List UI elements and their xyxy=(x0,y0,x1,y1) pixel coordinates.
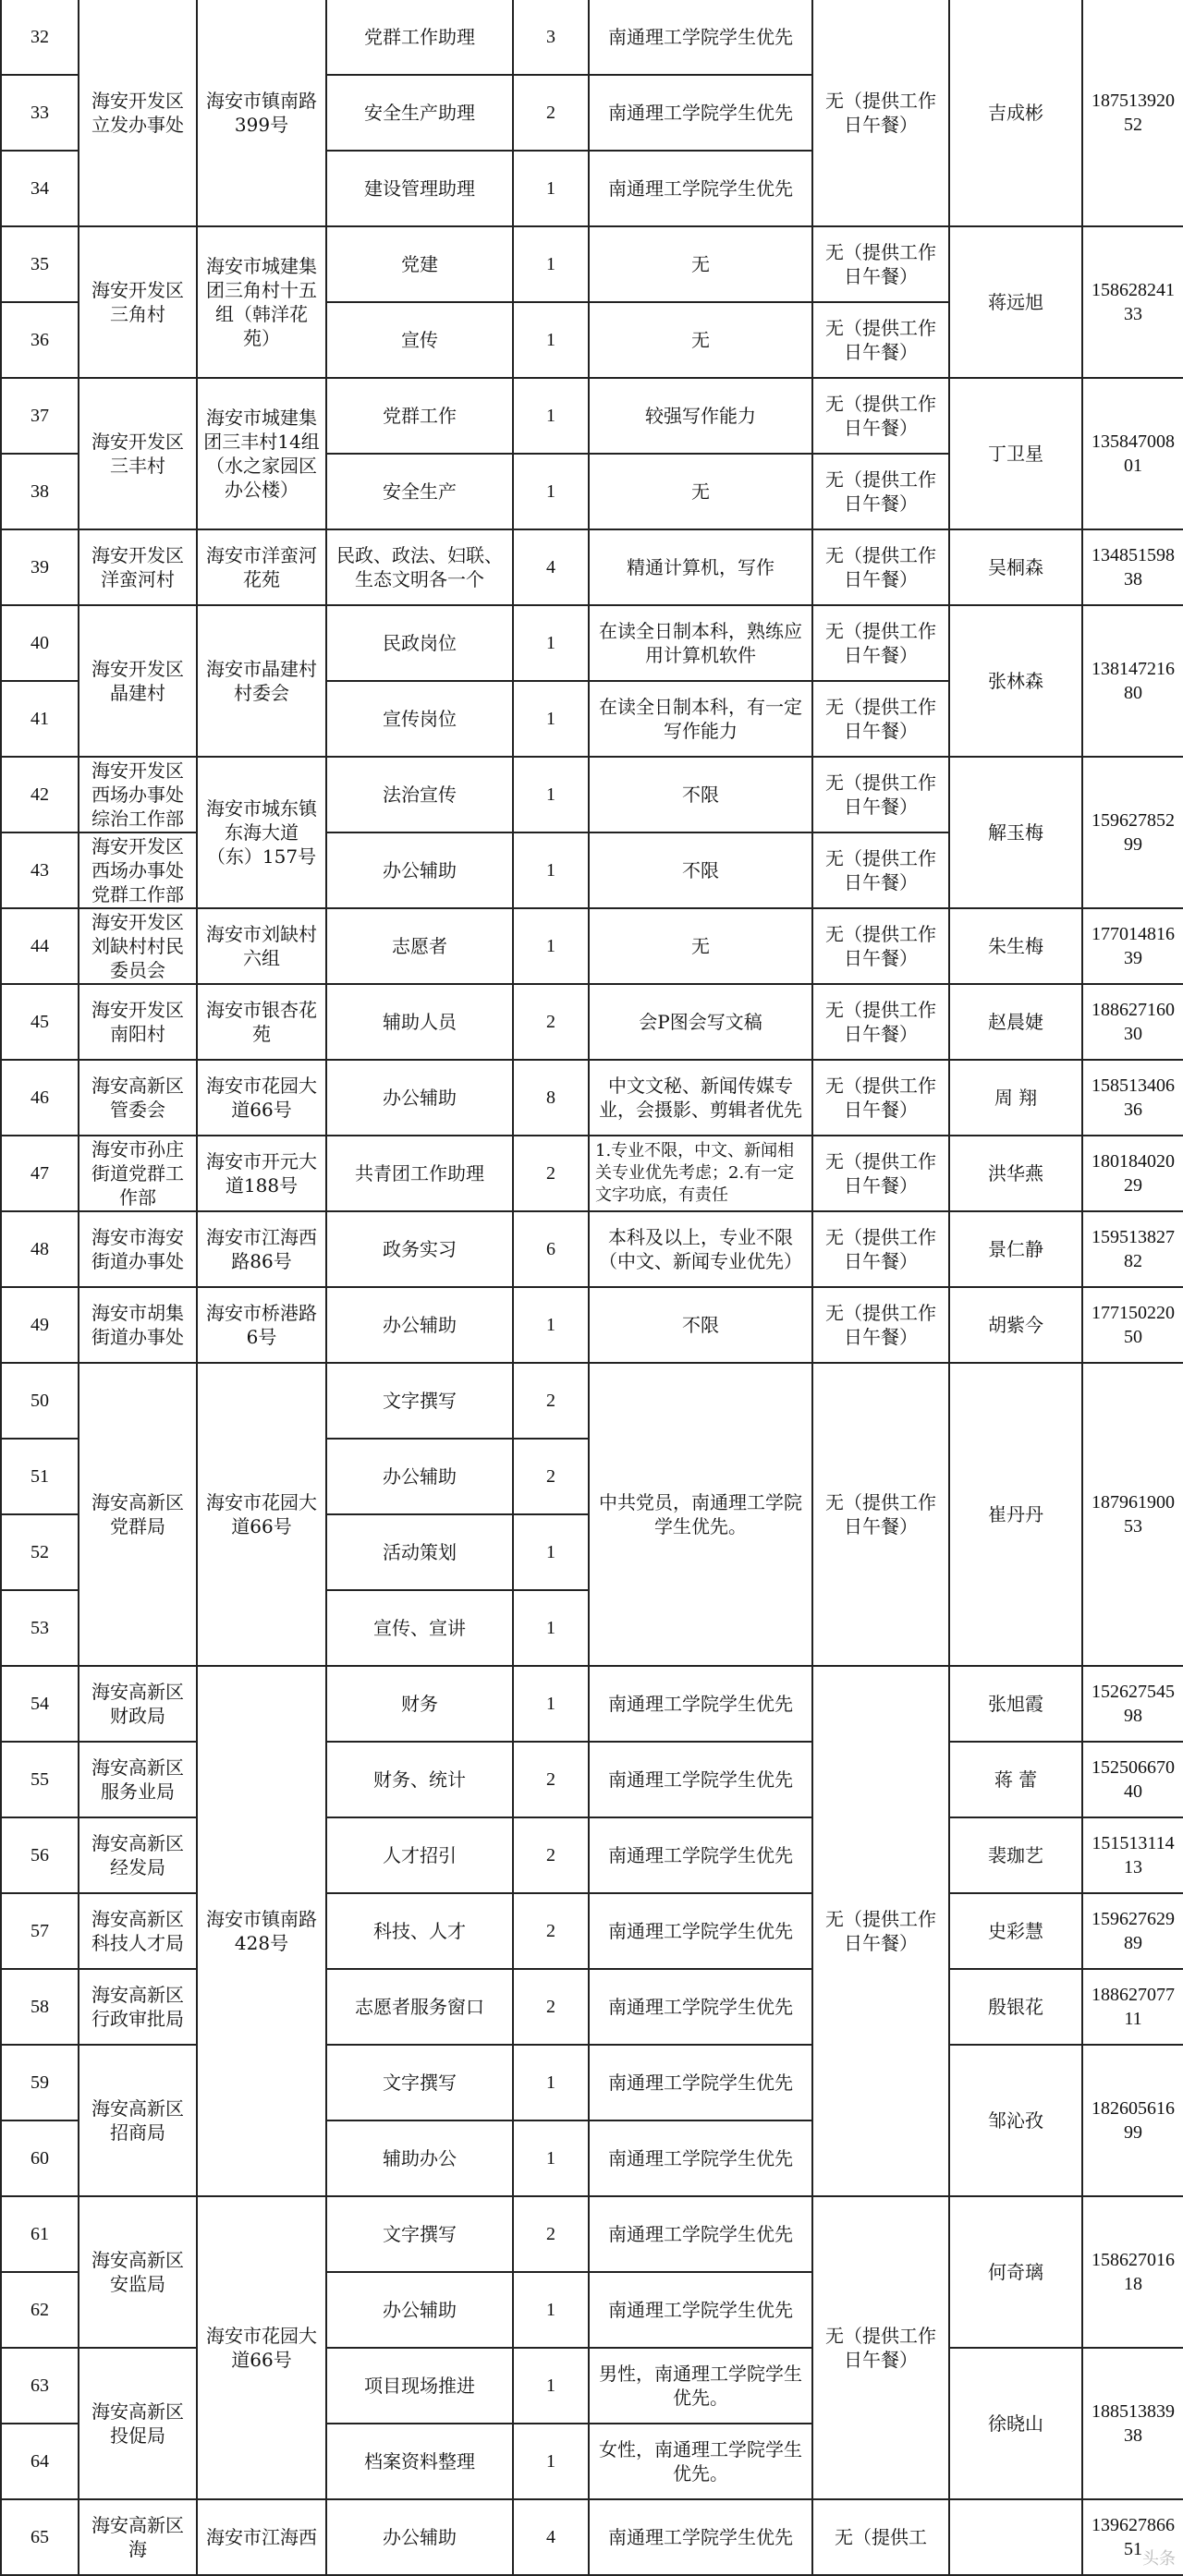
position-cell: 建设管理助理 xyxy=(326,151,513,226)
benefit-cell: 无（提供工作日午餐） xyxy=(812,302,949,378)
phone-cell: 18862707711 xyxy=(1082,1969,1183,2045)
count-cell: 1 xyxy=(513,2045,589,2120)
count-cell: 1 xyxy=(513,2424,589,2499)
phone-cell: 15851340636 xyxy=(1082,1060,1183,1136)
count-cell: 1 xyxy=(513,908,589,984)
row-number: 51 xyxy=(1,1439,79,1514)
contact-cell: 解玉梅 xyxy=(949,757,1082,908)
requirement-cell: 南通理工学院学生优先 xyxy=(589,2196,812,2272)
requirement-cell: 在读全日制本科，熟练应用计算机软件 xyxy=(589,605,812,681)
benefit-cell: 无（提供工作日午餐） xyxy=(812,529,949,605)
unit-cell: 海安开发区三角村 xyxy=(79,226,197,378)
count-cell: 1 xyxy=(513,1666,589,1742)
contact-cell: 蒋 蕾 xyxy=(949,1742,1082,1817)
position-cell: 共青团工作助理 xyxy=(326,1136,513,1211)
watermark: 头条 xyxy=(1142,2549,1176,2569)
position-cell: 党群工作 xyxy=(326,378,513,454)
position-cell: 文字撰写 xyxy=(326,1363,513,1439)
count-cell: 2 xyxy=(513,75,589,151)
count-cell: 4 xyxy=(513,529,589,605)
count-cell: 1 xyxy=(513,454,589,529)
table-row xyxy=(1,908,1183,984)
unit-cell: 海安开发区晶建村 xyxy=(79,605,197,757)
position-cell: 办公辅助 xyxy=(326,2499,513,2575)
address-cell: 海安市开元大道188号 xyxy=(197,1136,326,1211)
unit-cell: 海安高新区招商局 xyxy=(79,2045,197,2196)
address-cell: 海安市镇南路428号 xyxy=(197,1666,326,2196)
phone-cell: 15151311413 xyxy=(1082,1817,1183,1893)
address-cell: 海安市花园大道66号 xyxy=(197,1363,326,1666)
table-row xyxy=(1,378,1183,454)
table-row xyxy=(1,226,1183,302)
requirement-cell: 南通理工学院学生优先 xyxy=(589,2045,812,2120)
table-row xyxy=(1,1666,1183,1742)
count-cell: 1 xyxy=(513,302,589,378)
requirement-cell: 不限 xyxy=(589,1287,812,1363)
address-cell: 海安市江海西 xyxy=(197,2499,326,2575)
position-cell: 文字撰写 xyxy=(326,2196,513,2272)
benefit-cell: 无（提供工作日午餐） xyxy=(812,1136,949,1211)
row-number: 38 xyxy=(1,454,79,529)
table-row xyxy=(1,1287,1183,1363)
unit-cell: 海安高新区海 xyxy=(79,2499,197,2575)
row-number: 56 xyxy=(1,1817,79,1893)
count-cell: 1 xyxy=(513,226,589,302)
phone-cell: 15862701618 xyxy=(1082,2196,1183,2348)
requirement-cell: 南通理工学院学生优先 xyxy=(589,1969,812,2045)
row-number: 50 xyxy=(1,1363,79,1439)
row-number: 35 xyxy=(1,226,79,302)
unit-cell: 海安高新区服务业局 xyxy=(79,1742,197,1817)
requirement-cell: 南通理工学院学生优先 xyxy=(589,1666,812,1742)
address-cell: 海安市洋蛮河花苑 xyxy=(197,529,326,605)
phone-cell: 15951382782 xyxy=(1082,1211,1183,1287)
unit-cell: 海安高新区党群局 xyxy=(79,1363,197,1666)
position-cell: 办公辅助 xyxy=(326,1060,513,1136)
position-cell: 财务、统计 xyxy=(326,1742,513,1817)
requirement-cell: 南通理工学院学生优先 xyxy=(589,2120,812,2196)
requirement-cell: 较强写作能力 xyxy=(589,378,812,454)
position-cell: 科技、人才 xyxy=(326,1893,513,1969)
benefit-cell: 无（提供工作日午餐） xyxy=(812,454,949,529)
count-cell: 2 xyxy=(513,2196,589,2272)
row-number: 44 xyxy=(1,908,79,984)
address-cell: 海安市镇南路399号 xyxy=(197,0,326,226)
position-cell: 民政岗位 xyxy=(326,605,513,681)
table-row xyxy=(1,2499,1183,2575)
unit-cell: 海安高新区安监局 xyxy=(79,2196,197,2348)
requirement-cell: 南通理工学院学生优先 xyxy=(589,1817,812,1893)
row-number: 49 xyxy=(1,1287,79,1363)
position-cell: 办公辅助 xyxy=(326,1287,513,1363)
table-row xyxy=(1,2348,1183,2424)
phone-cell: 18796190053 xyxy=(1082,1363,1183,1666)
requirement-cell: 南通理工学院学生优先 xyxy=(589,0,812,75)
row-number: 32 xyxy=(1,0,79,75)
phone-cell: 15962785299 xyxy=(1082,757,1183,908)
unit-cell: 海安市孙庄街道党群工作部 xyxy=(79,1136,197,1211)
table-row xyxy=(1,529,1183,605)
table-row xyxy=(1,1742,1183,1817)
count-cell: 1 xyxy=(513,2120,589,2196)
requirement-cell: 无 xyxy=(589,226,812,302)
table-row xyxy=(1,2045,1183,2120)
count-cell: 1 xyxy=(513,681,589,757)
unit-cell: 海安高新区科技人才局 xyxy=(79,1893,197,1969)
row-number: 34 xyxy=(1,151,79,226)
unit-cell: 海安高新区投促局 xyxy=(79,2348,197,2499)
phone-cell: 17701481639 xyxy=(1082,908,1183,984)
requirement-cell: 中文文秘、新闻传媒专业，会摄影、剪辑者优先 xyxy=(589,1060,812,1136)
row-number: 55 xyxy=(1,1742,79,1817)
row-number: 60 xyxy=(1,2120,79,2196)
position-cell: 档案资料整理 xyxy=(326,2424,513,2499)
requirement-cell: 南通理工学院学生优先 xyxy=(589,1893,812,1969)
row-number: 65 xyxy=(1,2499,79,2575)
unit-cell: 海安高新区经发局 xyxy=(79,1817,197,1893)
benefit-cell: 无（提供工作日午餐） xyxy=(812,1363,949,1666)
row-number: 42 xyxy=(1,757,79,832)
count-cell: 1 xyxy=(513,605,589,681)
benefit-cell: 无（提供工作日午餐） xyxy=(812,1060,949,1136)
position-cell: 办公辅助 xyxy=(326,832,513,908)
requirement-cell: 会P图会写文稿 xyxy=(589,984,812,1060)
table-row xyxy=(1,1893,1183,1969)
count-cell: 1 xyxy=(513,151,589,226)
count-cell: 2 xyxy=(513,1969,589,2045)
requirement-cell: 无 xyxy=(589,302,812,378)
table-row xyxy=(1,1817,1183,1893)
position-cell: 人才招引 xyxy=(326,1817,513,1893)
count-cell: 2 xyxy=(513,984,589,1060)
requirement-cell: 不限 xyxy=(589,832,812,908)
row-number: 39 xyxy=(1,529,79,605)
contact-cell: 徐晓山 xyxy=(949,2348,1082,2499)
requirement-cell: 1.专业不限，中文、新闻相关专业优先考虑；2.有一定文字功底，有责任 xyxy=(589,1136,812,1211)
count-cell: 3 xyxy=(513,0,589,75)
position-cell: 活动策划 xyxy=(326,1514,513,1590)
unit-cell: 海安市胡集街道办事处 xyxy=(79,1287,197,1363)
row-number: 45 xyxy=(1,984,79,1060)
row-number: 63 xyxy=(1,2348,79,2424)
contact-cell xyxy=(949,2499,1082,2575)
row-number: 62 xyxy=(1,2272,79,2348)
benefit-cell: 无（提供工作日午餐） xyxy=(812,984,949,1060)
count-cell: 2 xyxy=(513,1817,589,1893)
contact-cell: 胡紫今 xyxy=(949,1287,1082,1363)
benefit-cell: 无（提供工作日午餐） xyxy=(812,0,949,226)
position-cell: 政务实习 xyxy=(326,1211,513,1287)
requirement-cell: 精通计算机，写作 xyxy=(589,529,812,605)
contact-cell: 赵晨婕 xyxy=(949,984,1082,1060)
position-cell: 民政、政法、妇联、生态文明各一个 xyxy=(326,529,513,605)
address-cell: 海安市城东镇东海大道（东）157号 xyxy=(197,757,326,908)
address-cell: 海安市桥港路6号 xyxy=(197,1287,326,1363)
unit-cell: 海安高新区管委会 xyxy=(79,1060,197,1136)
requirement-cell: 无 xyxy=(589,908,812,984)
position-cell: 法治宣传 xyxy=(326,757,513,832)
phone-cell: 15262754598 xyxy=(1082,1666,1183,1742)
count-cell: 1 xyxy=(513,1590,589,1666)
position-cell: 志愿者 xyxy=(326,908,513,984)
position-cell: 办公辅助 xyxy=(326,1439,513,1514)
row-number: 37 xyxy=(1,378,79,454)
benefit-cell: 无（提供工作日午餐） xyxy=(812,908,949,984)
contact-cell: 崔丹丹 xyxy=(949,1363,1082,1666)
benefit-cell: 无（提供工作日午餐） xyxy=(812,681,949,757)
phone-cell: 13962786651 xyxy=(1082,2499,1183,2575)
position-cell: 财务 xyxy=(326,1666,513,1742)
count-cell: 1 xyxy=(513,1514,589,1590)
row-number: 61 xyxy=(1,2196,79,2272)
count-cell: 1 xyxy=(513,2348,589,2424)
address-cell: 海安市花园大道66号 xyxy=(197,2196,326,2499)
row-number: 54 xyxy=(1,1666,79,1742)
position-cell: 党建 xyxy=(326,226,513,302)
position-cell: 项目现场推进 xyxy=(326,2348,513,2424)
count-cell: 2 xyxy=(513,1439,589,1514)
contact-cell: 邹沁孜 xyxy=(949,2045,1082,2196)
table-row xyxy=(1,984,1183,1060)
count-cell: 8 xyxy=(513,1060,589,1136)
phone-cell: 13485159838 xyxy=(1082,529,1183,605)
row-number: 36 xyxy=(1,302,79,378)
table-row xyxy=(1,1363,1183,1439)
requirement-cell: 南通理工学院学生优先 xyxy=(589,75,812,151)
contact-cell: 张林森 xyxy=(949,605,1082,757)
requirement-cell: 在读全日制本科，有一定写作能力 xyxy=(589,681,812,757)
unit-cell: 海安开发区西场办事处党群工作部 xyxy=(79,832,197,908)
contact-cell: 何奇璃 xyxy=(949,2196,1082,2348)
position-cell: 办公辅助 xyxy=(326,2272,513,2348)
requirement-cell: 中共党员，南通理工学院学生优先。 xyxy=(589,1363,812,1666)
benefit-cell: 无（提供工作日午餐） xyxy=(812,1211,949,1287)
benefit-cell: 无（提供工作日午餐） xyxy=(812,1666,949,2196)
phone-cell: 18851383938 xyxy=(1082,2348,1183,2499)
requirement-cell: 南通理工学院学生优先 xyxy=(589,1742,812,1817)
unit-cell: 海安开发区三丰村 xyxy=(79,378,197,529)
address-cell: 海安市江海西路86号 xyxy=(197,1211,326,1287)
contact-cell: 景仁静 xyxy=(949,1211,1082,1287)
unit-cell: 海安开发区洋蛮河村 xyxy=(79,529,197,605)
row-number: 48 xyxy=(1,1211,79,1287)
unit-cell: 海安市海安街道办事处 xyxy=(79,1211,197,1287)
contact-cell: 裴珈艺 xyxy=(949,1817,1082,1893)
count-cell: 2 xyxy=(513,1742,589,1817)
contact-cell: 朱生梅 xyxy=(949,908,1082,984)
requirement-cell: 本科及以上，专业不限（中文、新闻专业优先） xyxy=(589,1211,812,1287)
requirement-cell: 南通理工学院学生优先 xyxy=(589,151,812,226)
requirement-cell: 男性，南通理工学院学生优先。 xyxy=(589,2348,812,2424)
contact-cell: 吉成彬 xyxy=(949,0,1082,226)
requirement-cell: 南通理工学院学生优先 xyxy=(589,2272,812,2348)
contact-cell: 吴桐森 xyxy=(949,529,1082,605)
row-number: 46 xyxy=(1,1060,79,1136)
requirement-cell: 女性，南通理工学院学生优先。 xyxy=(589,2424,812,2499)
unit-cell: 海安开发区刘缺村村民委员会 xyxy=(79,908,197,984)
position-cell: 宣传岗位 xyxy=(326,681,513,757)
row-number: 41 xyxy=(1,681,79,757)
count-cell: 1 xyxy=(513,2272,589,2348)
position-cell: 安全生产 xyxy=(326,454,513,529)
address-cell: 海安市花园大道66号 xyxy=(197,1060,326,1136)
benefit-cell: 无（提供工作日午餐） xyxy=(812,757,949,832)
unit-cell: 海安开发区南阳村 xyxy=(79,984,197,1060)
count-cell: 2 xyxy=(513,1893,589,1969)
row-number: 53 xyxy=(1,1590,79,1666)
contact-cell: 周 翔 xyxy=(949,1060,1082,1136)
contact-cell: 张旭霞 xyxy=(949,1666,1082,1742)
address-cell: 海安市城建集团三角村十五组（韩洋花苑） xyxy=(197,226,326,378)
requirement-cell: 无 xyxy=(589,454,812,529)
table-row xyxy=(1,2196,1183,2272)
count-cell: 1 xyxy=(513,757,589,832)
table-row xyxy=(1,757,1183,832)
table-row xyxy=(1,1969,1183,2045)
contact-cell: 丁卫星 xyxy=(949,378,1082,529)
row-number: 43 xyxy=(1,832,79,908)
row-number: 59 xyxy=(1,2045,79,2120)
benefit-cell: 无（提供工作日午餐） xyxy=(812,605,949,681)
benefit-cell: 无（提供工作日午餐） xyxy=(812,378,949,454)
phone-cell: 18751392052 xyxy=(1082,0,1183,226)
requirement-cell: 南通理工学院学生优先 xyxy=(589,2499,812,2575)
phone-cell: 13814721680 xyxy=(1082,605,1183,757)
table-row xyxy=(1,0,1183,75)
position-cell: 辅助人员 xyxy=(326,984,513,1060)
position-cell: 宣传、宣讲 xyxy=(326,1590,513,1666)
contact-cell: 史彩慧 xyxy=(949,1893,1082,1969)
table-row xyxy=(1,1060,1183,1136)
benefit-cell: 无（提供工作日午餐） xyxy=(812,1287,949,1363)
benefit-cell: 无（提供工作日午餐） xyxy=(812,226,949,302)
table-row xyxy=(1,1136,1183,1211)
unit-cell: 海安高新区行政审批局 xyxy=(79,1969,197,2045)
unit-cell: 海安开发区立发办事处 xyxy=(79,0,197,226)
address-cell: 海安市城建集团三丰村14组（水之家园区办公楼） xyxy=(197,378,326,529)
table-row xyxy=(1,1211,1183,1287)
phone-cell: 18862716030 xyxy=(1082,984,1183,1060)
row-number: 58 xyxy=(1,1969,79,2045)
count-cell: 4 xyxy=(513,2499,589,2575)
address-cell: 海安市晶建村村委会 xyxy=(197,605,326,757)
position-cell: 志愿者服务窗口 xyxy=(326,1969,513,2045)
contact-cell: 洪华燕 xyxy=(949,1136,1082,1211)
row-number: 47 xyxy=(1,1136,79,1211)
position-cell: 辅助办公 xyxy=(326,2120,513,2196)
benefit-cell: 无（提供工作日午餐） xyxy=(812,2196,949,2499)
count-cell: 1 xyxy=(513,378,589,454)
position-cell: 宣传 xyxy=(326,302,513,378)
position-cell: 文字撰写 xyxy=(326,2045,513,2120)
phone-cell: 17715022050 xyxy=(1082,1287,1183,1363)
benefit-cell: 无（提供工作日午餐） xyxy=(812,832,949,908)
contact-cell: 蒋远旭 xyxy=(949,226,1082,378)
address-cell: 海安市银杏花苑 xyxy=(197,984,326,1060)
benefit-cell: 无（提供工 xyxy=(812,2499,949,2575)
row-number: 33 xyxy=(1,75,79,151)
requirement-cell: 不限 xyxy=(589,757,812,832)
phone-cell: 18260561699 xyxy=(1082,2045,1183,2196)
row-number: 64 xyxy=(1,2424,79,2499)
row-number: 40 xyxy=(1,605,79,681)
phone-cell: 18018402029 xyxy=(1082,1136,1183,1211)
row-number: 52 xyxy=(1,1514,79,1590)
position-cell: 党群工作助理 xyxy=(326,0,513,75)
count-cell: 2 xyxy=(513,1136,589,1211)
count-cell: 1 xyxy=(513,832,589,908)
row-number: 57 xyxy=(1,1893,79,1969)
phone-cell: 15250667040 xyxy=(1082,1742,1183,1817)
phone-cell: 15962762989 xyxy=(1082,1893,1183,1969)
table-row xyxy=(1,605,1183,681)
count-cell: 6 xyxy=(513,1211,589,1287)
count-cell: 1 xyxy=(513,1287,589,1363)
phone-cell: 15862824133 xyxy=(1082,226,1183,378)
unit-cell: 海安开发区西场办事处综治工作部 xyxy=(79,757,197,832)
contact-cell: 殷银花 xyxy=(949,1969,1082,2045)
unit-cell: 海安高新区财政局 xyxy=(79,1666,197,1742)
phone-cell: 13584700801 xyxy=(1082,378,1183,529)
count-cell: 2 xyxy=(513,1363,589,1439)
position-cell: 安全生产助理 xyxy=(326,75,513,151)
address-cell: 海安市刘缺村六组 xyxy=(197,908,326,984)
